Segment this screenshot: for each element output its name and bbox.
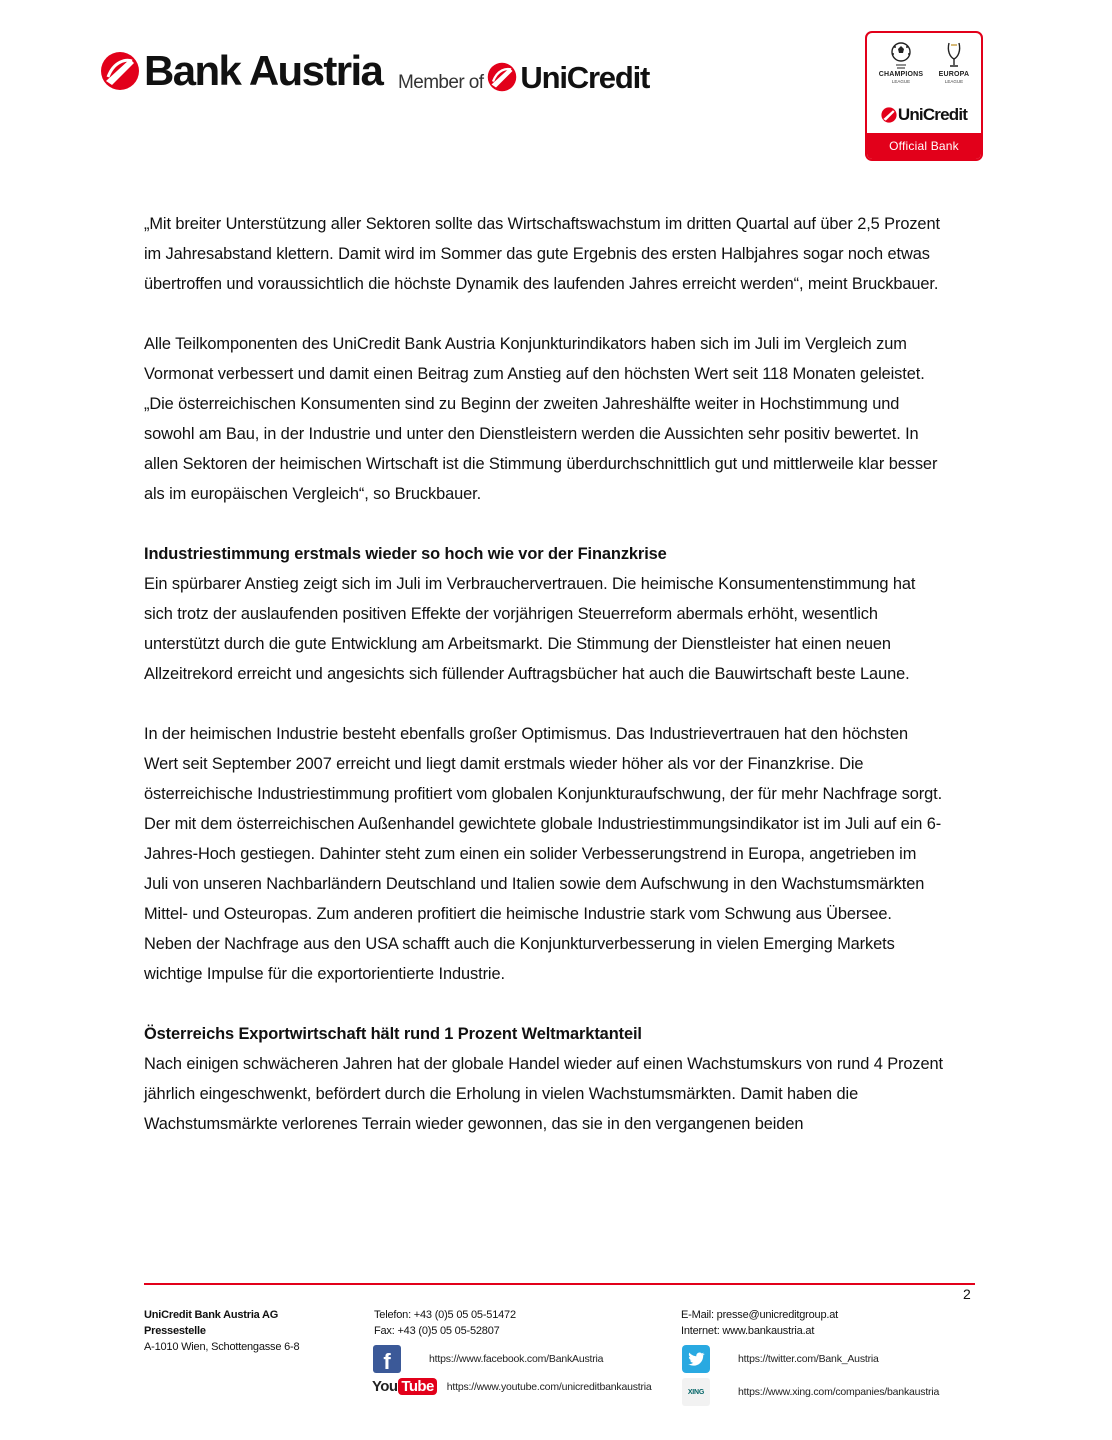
paragraph-5: Nach einigen schwächeren Jahren hat der globale Handel wieder auf einen Wachstumskurs von rund 4 Prozent jährlich eingeschwenkt, befördert durch die Erholung in vielen Wachstumsmärkten. Damit haben die Wachstumsmärkte verlorenes Terrain wieder gewonnen, das sie in den vergangenen beiden bbox=[144, 1055, 943, 1133]
paragraph-1: „Mit breiter Unterstützung aller Sektoren sollte das Wirtschaftswachstum im dritten Quartal auf über 2,5 Prozent im Jahresabstand klettern. Damit wird im Sommer das gute Ergebnis des ersten Halbjahres sogar noch etwas übertroffen und voraussichtlich die höchste Dynamik des laufenden Jahres erreicht werden“, meint Bruckbauer. bbox=[144, 215, 940, 293]
paragraph-3: Ein spürbarer Anstieg zeigt sich im Juli im Verbrauchervertrauen. Die heimische Konsumentenstimmung hat sich trotz der auslaufenden positiven Effekte der vorjährigen Steuerreform abermals erhöht, wesentlich unterstützt durch die gute Entwicklung am Arbeitsmarkt. Die Stimmung der Dienstleister hat einen neuen Allzeitrekord erreicht und angesichts sich füllender Auftragsbücher hat auch die Bauwirtschaft beste Laune. bbox=[144, 575, 916, 683]
champions-league-icon bbox=[888, 41, 914, 71]
parent-brand-name: UniCredit bbox=[520, 59, 650, 95]
twitter-icon bbox=[682, 1345, 710, 1373]
footer-phone: Telefon: +43 (0)5 05 05-51472 bbox=[374, 1309, 516, 1321]
footer-contact-block bbox=[374, 1307, 516, 1339]
xing-icon: XING bbox=[682, 1378, 710, 1406]
footer-company: UniCredit Bank Austria AG bbox=[144, 1309, 279, 1321]
subheading-1: Industriestimmung erstmals wieder so hoch wie vor der Finanzkrise bbox=[144, 545, 667, 563]
youtube-link[interactable] bbox=[372, 1378, 652, 1395]
footer-address: A-1010 Wien, Schottengasse 6-8 bbox=[144, 1341, 300, 1353]
uefa-sponsor-badge bbox=[865, 31, 983, 161]
footer-internet[interactable]: Internet: www.bankaustria.at bbox=[681, 1325, 815, 1337]
unicredit-logo-icon bbox=[881, 107, 897, 123]
footer-divider bbox=[144, 1283, 975, 1285]
xing-url[interactable]: https://www.xing.com/companies/bankaustria bbox=[738, 1386, 940, 1398]
europa-league-icon bbox=[941, 41, 967, 71]
youtube-icon: You Tube bbox=[372, 1378, 437, 1395]
member-of-unicredit bbox=[398, 60, 649, 94]
paragraph-4: In der heimischen Industrie besteht ebenfalls großer Optimismus. Das Industrievertrauen hat den höchsten Wert seit September 2007 erreicht und liegt damit erstmals wieder höher als vor der Finanzkrise. Die österreichische Industriestimmung profitiert vom globalen Konjunkturaufschwung, der für mehr Nachfrage sorgt. Der mit dem österreichischen Außenhandel gewichtete globale Industriestimmungsindikator ist im Juli auf ein 6-Jahres-Hoch gestiegen. Dahinter steht zum einen ein solider Verbesserungstrend in Europa, angetrieben im Juli von unseren Nachbarländern Deutschland und Italien sowie dem Aufschwung in den Wachstumsmärkten Mittel- und Osteuropas. Zum anderen profitiert die heimische Industrie stark vom Schwung aus Übersee. Neben der Nachfrage aus den USA schafft auch die Konjunkturverbesserung in vielen Emerging Markets wichtige Impulse für die exportorientierte Industrie. bbox=[144, 725, 943, 983]
article-body bbox=[144, 209, 944, 1139]
badge-unicredit bbox=[867, 105, 981, 125]
facebook-link[interactable] bbox=[372, 1345, 603, 1373]
paragraph-2: Alle Teilkomponenten des UniCredit Bank Austria Konjunkturindikators haben sich im Juli im Vergleich zum Vormonat verbessert und damit einen Beitrag zum Anstieg auf den höchsten Wert seit 118 Monaten geleistet. „Die österreichischen Konsumenten sind zu Beginn der zweiten Jahreshälfte weiter in Hochstimmung und sowohl am Bau, in der Industrie und unter den Dienstleistern werden die Aussichten sehr positiv bewertet. In allen Sektoren der heimischen Wirtschaft ist die Stimmung überdurchschnittlich gut und mittlerweile klar besser als im europäischen Vergleich“, so Bruckbauer. bbox=[144, 335, 938, 503]
official-bank-label: Official Bank bbox=[867, 133, 981, 159]
footer-company-block bbox=[144, 1307, 299, 1355]
xing-link[interactable] bbox=[681, 1378, 939, 1406]
bank-austria-logo bbox=[100, 47, 383, 94]
champions-league-label: CHAMPIONS bbox=[878, 71, 924, 78]
youtube-url[interactable]: https://www.youtube.com/unicreditbankaustria bbox=[446, 1380, 652, 1393]
footer-fax: Fax: +43 (0)5 05 05-52807 bbox=[374, 1325, 500, 1337]
footer-department: Pressestelle bbox=[144, 1325, 206, 1337]
unicredit-logo-icon bbox=[487, 62, 517, 92]
unicredit-logo-icon bbox=[100, 51, 140, 91]
subheading-2: Österreichs Exportwirtschaft hält rund 1 Prozent Weltmarktanteil bbox=[144, 1025, 642, 1043]
twitter-link[interactable] bbox=[681, 1345, 879, 1373]
facebook-icon: f bbox=[373, 1345, 401, 1373]
facebook-url[interactable]: https://www.facebook.com/BankAustria bbox=[429, 1353, 604, 1365]
europa-league-sub: LEAGUE bbox=[944, 79, 964, 84]
badge-sponsor-name: UniCredit bbox=[897, 105, 968, 124]
champions-league-sub: LEAGUE bbox=[891, 79, 911, 84]
europa-league-label: EUROPA bbox=[938, 71, 970, 78]
brand-name: Bank Austria bbox=[144, 47, 383, 94]
footer-email[interactable]: E-Mail: presse@unicreditgroup.at bbox=[681, 1309, 839, 1321]
member-of-label: Member of bbox=[398, 72, 484, 93]
footer-web-block bbox=[681, 1307, 838, 1339]
page-number: 2 bbox=[963, 1286, 971, 1302]
twitter-url[interactable]: https://twitter.com/Bank_Austria bbox=[738, 1353, 879, 1365]
